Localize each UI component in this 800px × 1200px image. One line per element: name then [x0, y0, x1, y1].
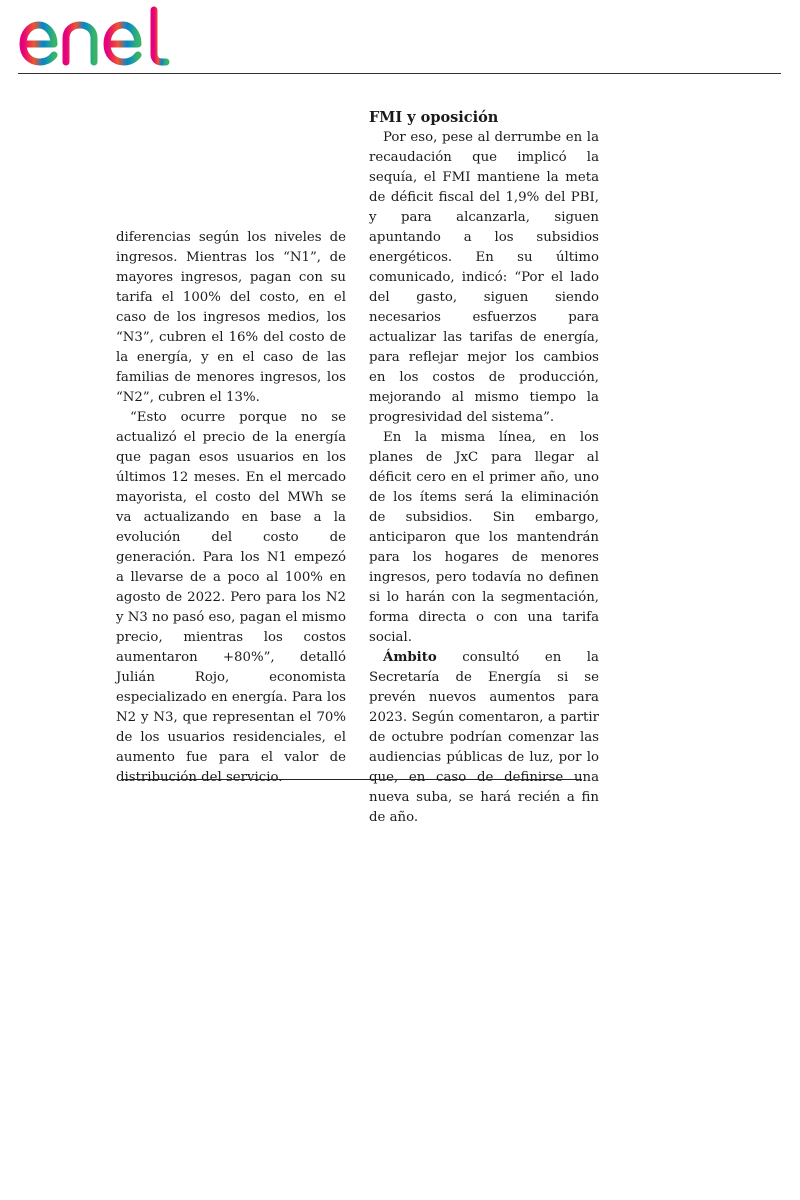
publication-name: Ámbito [383, 650, 437, 665]
article-paragraph: En la misma línea, en los planes de JxC para llegar al déficit cero en el primer año, uno de los ítems será la eliminación de subsidios. Sin embargo, anticiparon que los mantendrán para los hogares de menores ingresos, pero todavía no definen si lo harán con la segmentación, forma directa o con una tarifa social. [369, 430, 599, 645]
footer-divider [121, 779, 582, 780]
header-divider [18, 73, 781, 74]
article-right-column [369, 108, 599, 828]
paragraph-text: consultó en la Secretaría de Energía si se prevén nuevos aumentos para 2023. Según comentaron, a partir de octubre podrían comenzar las audiencias públicas de luz, por lo que, en caso de definirse una nueva suba, se hará recién a fin de año. [369, 650, 599, 825]
article-paragraph: Por eso, pese al derrumbe en la recaudación que implicó la sequía, el FMI mantiene la meta de déficit fiscal del 1,9% del PBI, y para alcanzarla, siguen apuntando a los subsidios energéticos. En su último comunicado, indicó: “Por el lado del gasto, siguen siendo necesarios esfuerzos para actualizar las tarifas de energía, para reflejar mejor los cambios en los costos de producción, mejorando al mismo tiempo la progresividad del sistema”. [369, 130, 599, 425]
enel-logo [18, 6, 180, 66]
article-paragraph [369, 648, 599, 828]
section-subhead: FMI y oposición [369, 109, 499, 126]
article-paragraph: “Esto ocurre porque no se actualizó el precio de la energía que pagan esos usuarios en los últimos 12 meses. En el mercado mayorista, el costo del MWh se va actualizando en base a la evolución del costo de generación. Para los N1 empezó a llevarse de a poco al 100% en agosto de 2022. Pero para los N2 y N3 no pasó eso, pagan el mismo precio, mientras los costos aumentaron +80%”, detalló Julián Rojo, economista especializado en energía. Para los N2 y N3, que representan el 70% de los usuarios residenciales, el aumento fue para el valor de distribución del servicio. [116, 410, 346, 785]
article-left-column [116, 228, 346, 788]
article-paragraph: diferencias según los niveles de ingresos. Mientras los “N1”, de mayores ingresos, pagan con su tarifa el 100% del costo, en el caso de los ingresos medios, los “N3”, cubren el 16% del costo de la energía, y en el caso de las familias de menores ingresos, los “N2”, cubren el 13%. [116, 230, 346, 405]
